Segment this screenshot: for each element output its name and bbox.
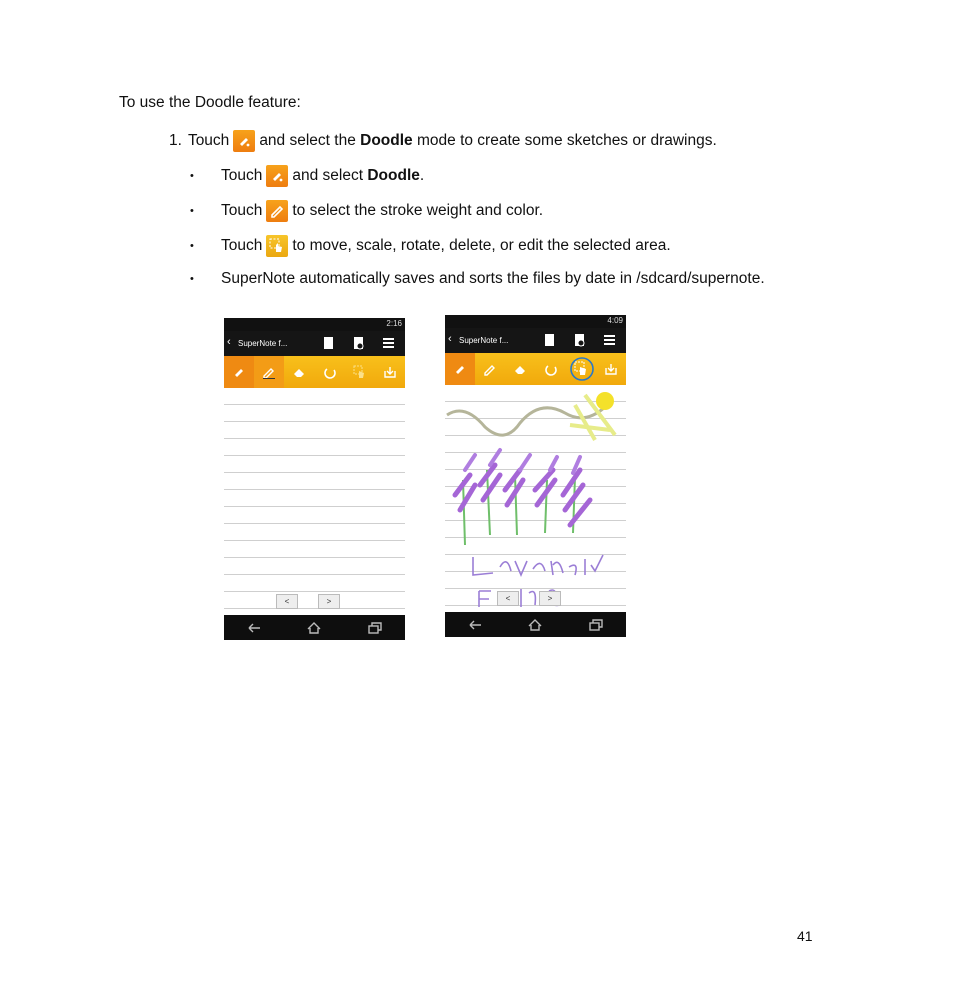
prev-page-button[interactable]: < bbox=[276, 594, 298, 609]
android-nav-bar bbox=[224, 615, 405, 640]
back-arrow-icon[interactable]: ‹ bbox=[448, 333, 452, 345]
doodle-mode-button[interactable] bbox=[224, 356, 254, 388]
doodle-mode-icon bbox=[266, 165, 288, 187]
back-nav-icon[interactable] bbox=[467, 619, 483, 631]
bullet-3-text: to move, scale, rotate, delete, or edit the selected area. bbox=[292, 237, 671, 254]
doodle-drawing bbox=[445, 385, 626, 612]
doodle-toolbar bbox=[224, 356, 405, 388]
bullet-4 bbox=[190, 270, 765, 288]
bullet-1-post: . bbox=[419, 167, 425, 184]
handwriting-text: Lavender Fields bbox=[445, 385, 453, 386]
eraser-button[interactable] bbox=[505, 353, 535, 385]
bullet-1-touch: Touch bbox=[221, 167, 263, 184]
select-area-button[interactable] bbox=[566, 353, 596, 385]
pencil-button[interactable] bbox=[254, 356, 284, 388]
bullet-4-text: SuperNote automatically saves and sorts the files by date in /sdcard/supernote. bbox=[221, 270, 765, 287]
doodle-mode-button[interactable] bbox=[445, 353, 475, 385]
status-bar bbox=[224, 318, 405, 331]
app-title: SuperNote f... bbox=[238, 339, 288, 348]
page-number: 41 bbox=[797, 928, 813, 944]
note-paper[interactable] bbox=[224, 388, 405, 615]
bullet-mark: • bbox=[190, 273, 194, 285]
eraser-button[interactable] bbox=[284, 356, 314, 388]
page-settings-icon[interactable] bbox=[573, 333, 587, 347]
back-nav-icon[interactable] bbox=[246, 622, 262, 634]
bullet-1 bbox=[190, 165, 424, 187]
menu-icon[interactable] bbox=[382, 336, 396, 350]
bullet-3-touch: Touch bbox=[221, 237, 263, 254]
page-settings-icon[interactable] bbox=[352, 336, 366, 350]
menu-icon[interactable] bbox=[603, 333, 617, 347]
status-time: 4:09 bbox=[607, 316, 623, 325]
bullet-mark: • bbox=[190, 170, 194, 182]
home-nav-icon[interactable] bbox=[306, 622, 322, 634]
step-1 bbox=[169, 130, 717, 152]
screenshot-lavender-doodle bbox=[445, 315, 626, 637]
undo-button[interactable] bbox=[536, 353, 566, 385]
next-page-button[interactable]: > bbox=[318, 594, 340, 609]
bullet-1-text: and select bbox=[292, 167, 364, 184]
pencil-icon bbox=[266, 200, 288, 222]
pencil-button[interactable] bbox=[475, 353, 505, 385]
bullet-mark: • bbox=[190, 240, 194, 252]
intro-text: To use the Doodle feature: bbox=[119, 94, 301, 111]
save-button[interactable] bbox=[596, 353, 626, 385]
new-page-icon[interactable] bbox=[322, 336, 336, 350]
note-paper[interactable] bbox=[445, 385, 626, 612]
next-page-button[interactable]: > bbox=[539, 591, 561, 606]
doodle-mode-icon bbox=[233, 130, 255, 152]
step-bold: Doodle bbox=[360, 132, 413, 149]
recent-apps-icon[interactable] bbox=[367, 622, 383, 634]
back-arrow-icon[interactable]: ‹ bbox=[227, 336, 231, 348]
status-bar bbox=[445, 315, 626, 328]
screenshot-blank-doodle bbox=[224, 318, 405, 640]
page-pager bbox=[497, 591, 561, 606]
undo-button[interactable] bbox=[315, 356, 345, 388]
app-bar bbox=[224, 331, 405, 356]
status-time: 2:16 bbox=[386, 319, 402, 328]
bullet-mark: • bbox=[190, 205, 194, 217]
bullet-2-text: to select the stroke weight and color. bbox=[292, 202, 544, 219]
step-post: mode to create some sketches or drawings. bbox=[416, 132, 717, 149]
step-number: 1. bbox=[169, 132, 182, 149]
save-button[interactable] bbox=[375, 356, 405, 388]
recent-apps-icon[interactable] bbox=[588, 619, 604, 631]
bullet-2 bbox=[190, 200, 543, 222]
step-touch: Touch bbox=[187, 132, 230, 149]
bullet-2-touch: Touch bbox=[221, 202, 263, 219]
bullet-1-bold: Doodle bbox=[367, 167, 420, 184]
android-nav-bar bbox=[445, 612, 626, 637]
app-title: SuperNote f... bbox=[459, 336, 509, 345]
bullet-3 bbox=[190, 235, 671, 257]
prev-page-button[interactable]: < bbox=[497, 591, 519, 606]
app-bar bbox=[445, 328, 626, 353]
doodle-toolbar bbox=[445, 353, 626, 385]
selection-hand-icon bbox=[266, 235, 288, 257]
new-page-icon[interactable] bbox=[543, 333, 557, 347]
home-nav-icon[interactable] bbox=[527, 619, 543, 631]
select-area-button[interactable] bbox=[345, 356, 375, 388]
step-mid: and select the bbox=[259, 132, 356, 149]
page-pager bbox=[276, 594, 340, 609]
